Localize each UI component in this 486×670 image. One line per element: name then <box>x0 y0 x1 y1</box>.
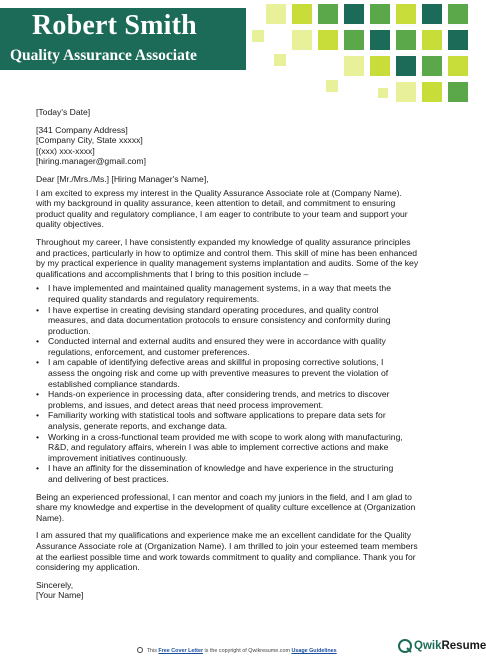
header-tile <box>274 54 286 66</box>
recipient-line: [Company City, State xxxxx] <box>36 135 143 146</box>
header-tile <box>292 4 312 24</box>
header-tile <box>370 56 390 76</box>
header-tile <box>344 56 364 76</box>
list-item <box>36 432 444 464</box>
header-tile <box>396 56 416 76</box>
mentoring-paragraph <box>36 492 444 524</box>
list-item-line: improvement initiatives continuously. <box>48 452 188 463</box>
salutation: Dear [Mr./Mrs./Ms.] [Hiring Manager's Name], <box>36 173 209 184</box>
header-tile <box>266 4 286 24</box>
bullet-marker: • <box>36 357 40 368</box>
bullet-marker: • <box>36 304 40 315</box>
list-item-line: analysis, generate reports, and exchange data. <box>48 421 228 432</box>
header-tile <box>370 30 390 50</box>
paragraph-line: Throughout my career, I have consistently expanded my knowledge of quality assurance principles <box>36 236 411 247</box>
header-tile <box>396 4 416 24</box>
paragraph-line: Name). <box>36 512 65 523</box>
list-item-line: and delivering of best practices. <box>48 474 169 484</box>
header-tile <box>344 4 364 24</box>
closing-word: Sincerely, <box>36 579 74 590</box>
experience-paragraph <box>36 237 444 279</box>
list-item-line: R&D, and regulatory affairs, wherein I was able to implement corrective actions and make <box>48 442 389 453</box>
brand-part: Resume <box>441 640 486 652</box>
bullet-marker: • <box>36 410 40 421</box>
candidate-name: Robert Smith <box>32 10 197 41</box>
list-item-line: I am capable of identifying defective areas and skillful in proposing corrective solutions, I <box>48 357 384 368</box>
paragraph-line: quality objectives. <box>36 219 104 230</box>
header-tile <box>370 4 390 24</box>
list-item <box>36 357 444 389</box>
list-item-line: regulations, enforcement, and customer preferences. <box>48 346 250 357</box>
paragraph-line: share my knowledge and expertise in the development of quality culture excellence at (Organization <box>36 502 416 513</box>
closing-paragraph <box>36 530 444 572</box>
header-tile <box>318 30 338 50</box>
paragraph-line: with my background in quality assurance, keen attention to detail, and commitment to ensuring <box>36 198 396 209</box>
recipient-address <box>36 125 444 167</box>
list-item <box>36 463 444 484</box>
paragraph-line: at the earliest possible time and work towards commitment to quality and compliance. Thank you for <box>36 551 416 562</box>
qwikresume-logo[interactable] <box>398 639 486 655</box>
list-item <box>36 283 444 304</box>
paragraph-line: product quality and regulatory compliance, I am eager to contribute to your team and support your <box>36 208 408 219</box>
free-cover-letter-link[interactable]: Free Cover Letter <box>158 648 204 654</box>
list-item-line: I have implemented and maintained quality management systems, in a way that meets the <box>48 283 391 294</box>
header-tile <box>344 30 364 50</box>
header-tile <box>326 80 338 92</box>
list-item <box>36 336 444 357</box>
qualifications-list <box>36 283 444 484</box>
recipient-line: [341 Company Address] <box>36 124 128 135</box>
header-tile <box>396 30 416 50</box>
recipient-line: [hiring.manager@gmail.com] <box>36 156 146 167</box>
usage-guidelines-link[interactable]: Usage Guidelines <box>291 648 337 654</box>
paragraph-line: Being an experienced professional, I can mentor and coach my juniors in the field, and I am glad to <box>36 491 412 502</box>
paragraph-line: I am excited to express my interest in the Quality Assurance Associate role at (Company Name). <box>36 187 402 198</box>
list-item-line: production. <box>48 325 91 336</box>
bullet-marker: • <box>36 336 40 347</box>
header-tile <box>422 56 442 76</box>
header-tile <box>448 56 468 76</box>
header-tile <box>448 30 468 50</box>
footer-text: This <box>146 648 157 654</box>
sign-off <box>36 580 444 601</box>
header-tile <box>252 30 264 42</box>
candidate-job-title: Quality Assurance Associate <box>10 47 197 64</box>
paragraph-line: qualifications and accomplishments that I bring to this position include – <box>36 268 309 279</box>
header-tile <box>396 82 416 102</box>
header-tile <box>422 82 442 102</box>
qwikresume-logo-icon <box>398 639 412 653</box>
list-item-line: Hands-on experience in processing data, after considering trends, and metrics to discover <box>48 389 390 400</box>
brand-part: Qwik <box>414 640 442 652</box>
list-item <box>36 410 444 431</box>
list-item-line: I have expertise in creating devising standard operating procedures, and quality control <box>48 304 379 315</box>
paragraph-line: I am assured that my qualifications and experience make me an excellent candidate for the Quality <box>36 530 411 541</box>
header-tile <box>448 82 468 102</box>
list-item <box>36 305 444 337</box>
header-tile <box>422 4 442 24</box>
letter-body <box>36 107 444 608</box>
header-tile <box>378 88 388 98</box>
header-tile <box>422 30 442 50</box>
list-item-line: problems, and issues, and detect areas that need process improvement. <box>48 399 324 410</box>
header-tile <box>448 4 468 24</box>
paragraph-line: by my practical experience in quality management systems implantation and audits. Some of the key <box>36 258 419 269</box>
copyright-icon <box>137 647 143 653</box>
header-tile <box>292 30 312 50</box>
list-item-line: established compliance standards. <box>48 378 180 389</box>
list-item-line: required quality standards and regulatory requirements. <box>48 293 260 304</box>
recipient-line: [(xxx) xxx-xxxx] <box>36 145 95 156</box>
list-item <box>36 389 444 410</box>
signature-name: [Your Name] <box>36 590 84 601</box>
bullet-marker: • <box>36 463 40 474</box>
list-item-line: I have an affinity for the dissemination of knowledge and have experience in the structuring <box>48 463 394 474</box>
list-item-line: Conducted internal and external audits and ensured they were in accordance with quality <box>48 336 386 347</box>
qwikresume-wordmark <box>414 640 486 652</box>
intro-paragraph <box>36 188 444 230</box>
header-tile <box>318 4 338 24</box>
paragraph-line: Assurance Associate role at (Organization Name). I am thrilled to join your esteemed team members <box>36 540 418 551</box>
paragraph-line: considering my application. <box>36 562 140 573</box>
bullet-marker: • <box>36 431 40 442</box>
list-item-line: measures, and data documentation protocols to ensure consistency and conformity during <box>48 315 391 326</box>
footer-text: is the copyright of Qwikresume.com <box>204 648 290 654</box>
paragraph-line: and practices, particularly in how to optimize and control them. This skill of mine has been enhanced <box>36 247 418 258</box>
letter-date: [Today's Date] <box>36 107 91 117</box>
list-item-line: Familiarity working with statistical tools and software applications to prepare data sets for <box>48 410 386 421</box>
bullet-marker: • <box>36 283 40 294</box>
list-item-line: assess the ongoing risk and come up with preventive measures to prevent the violation of <box>48 368 389 379</box>
list-item-line: Working in a cross-functional team provided me with scope to work along with manufacturing, <box>48 431 403 442</box>
bullet-marker: • <box>36 389 40 400</box>
